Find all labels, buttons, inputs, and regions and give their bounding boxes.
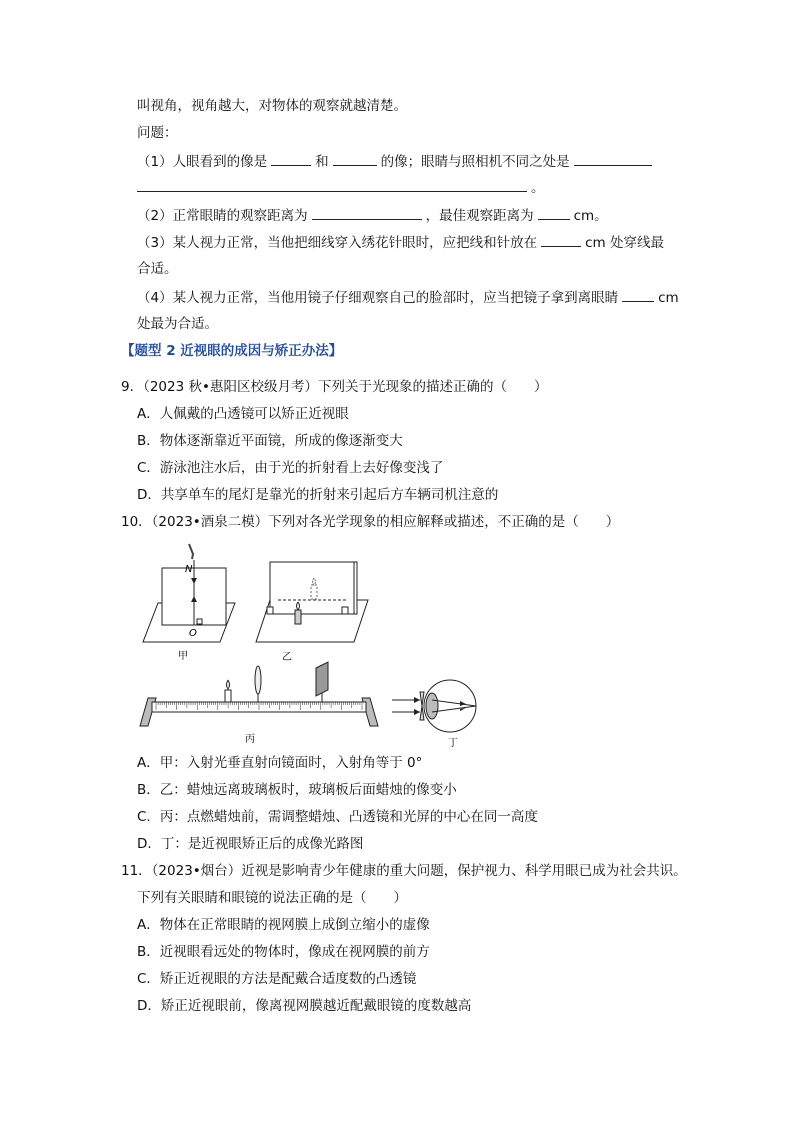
convex-lens bbox=[255, 666, 261, 702]
q3-text-a: （3）某人视力正常，当他把细线穿入绣花针眼时，应把线和针放在 bbox=[137, 235, 538, 251]
label-jia: 甲 bbox=[178, 651, 188, 662]
q2-blank-1 bbox=[312, 205, 422, 220]
q1-blank-2 bbox=[333, 151, 377, 166]
q9-option-d: D．共享单车的尾灯是靠光的折射来引起后方车辆司机注意的 bbox=[137, 487, 499, 503]
q2-text-b: ，最佳观察距离为 bbox=[425, 208, 534, 224]
q1-blank-1 bbox=[271, 151, 311, 166]
q4-text-b: cm bbox=[658, 290, 679, 306]
q4-continuation: 处最为合适。 bbox=[137, 316, 218, 332]
sub-question-2 bbox=[137, 205, 608, 226]
light-screen bbox=[316, 662, 328, 702]
optical-bench bbox=[140, 698, 378, 726]
sub-question-1 bbox=[137, 151, 656, 172]
label-bing: 丙 bbox=[245, 734, 255, 745]
q10-option-d: D．丁：是近视眼矫正后的成像光路图 bbox=[137, 836, 364, 852]
intro-text: 叫视角，视角越大，对物体的观察就越清楚。 bbox=[137, 98, 407, 114]
q9-option-c: C．游泳池注水后，由于光的折射看上去好像变浅了 bbox=[137, 460, 444, 476]
q10-stem: 10．（2023•酒泉二模）下列对各光学现象的相应解释或描述，不正确的是（ ） bbox=[121, 514, 620, 530]
q11-option-d: D．矫正近视眼前，像离视网膜越近配戴眼镜的度数越高 bbox=[137, 998, 472, 1014]
figure-ding bbox=[390, 672, 490, 752]
q4-text-a: （4）某人视力正常，当他用镜子仔细观察自己的脸部时，应当把镜子拿到离眼睛 bbox=[137, 290, 619, 306]
q1-text-a: （1）人眼看到的像是 bbox=[137, 154, 268, 170]
question-label: 问题： bbox=[137, 125, 178, 141]
q3-continuation: 合适。 bbox=[137, 261, 178, 277]
q11-option-c: C．矫正近视眼的方法是配戴合适度数的凸透镜 bbox=[137, 971, 417, 987]
q3-blank-1 bbox=[541, 232, 581, 247]
figure-bing bbox=[134, 658, 384, 748]
sub-question-4 bbox=[137, 287, 679, 308]
q10-option-b: B．乙：蜡烛远离玻璃板时，玻璃板后面蜡烛的像变小 bbox=[137, 782, 457, 798]
q11-stem-line-1: 11．（2023•烟台）近视是影响青少年健康的重大问题，保护视力、科学用眼已成为社会共识。 bbox=[121, 863, 687, 879]
q1-continuation bbox=[137, 177, 545, 198]
figure-jia bbox=[140, 540, 240, 665]
q10-option-c: C．丙：点燃蜡烛前，需调整蜡烛、凸透镜和光屏的中心在同一高度 bbox=[137, 809, 538, 825]
q11-option-a: A．物体在正常眼睛的视网膜上成倒立缩小的虚像 bbox=[137, 917, 430, 933]
q1-text-b: 和 bbox=[315, 154, 329, 170]
q11-stem-line-2: 下列有关眼睛和眼镜的说法正确的是（ ） bbox=[137, 890, 407, 906]
label-o: O bbox=[189, 628, 197, 639]
label-n: N bbox=[185, 564, 193, 575]
candle bbox=[225, 680, 231, 702]
sub-question-3 bbox=[137, 232, 664, 253]
q3-text-b: cm 处穿线最 bbox=[585, 235, 664, 251]
section-heading: 【题型 2 近视眼的成因与矫正办法】 bbox=[121, 343, 343, 359]
q10-option-a: A．甲：入射光垂直射向镜面时，入射角等于 0° bbox=[137, 755, 423, 771]
q4-blank-1 bbox=[622, 287, 654, 302]
q9-stem: 9．（2023 秋•惠阳区校级月考）下列关于光现象的描述正确的（ ） bbox=[121, 379, 548, 395]
q2-blank-2 bbox=[538, 205, 570, 220]
q1-text-c: 的像；眼睛与照相机不同之处是 bbox=[380, 154, 570, 170]
figure-yi bbox=[250, 560, 375, 670]
label-yi: 乙 bbox=[282, 652, 292, 663]
q9-option-b: B．物体逐渐靠近平面镜，所成的像逐渐变大 bbox=[137, 433, 403, 449]
q1-end: 。 bbox=[531, 180, 545, 196]
q2-text-c: cm。 bbox=[573, 208, 608, 224]
q11-option-b: B．近视眼看远处的物体时，像成在视网膜的前方 bbox=[137, 944, 430, 960]
q1-blank-4 bbox=[137, 177, 527, 192]
q1-blank-3 bbox=[574, 151, 652, 166]
q9-option-a: A．人佩戴的凸透镜可以矫正近视眼 bbox=[137, 406, 349, 422]
label-ding: 丁 bbox=[448, 738, 458, 749]
q2-text-a: （2）正常眼睛的观察距离为 bbox=[137, 208, 308, 224]
